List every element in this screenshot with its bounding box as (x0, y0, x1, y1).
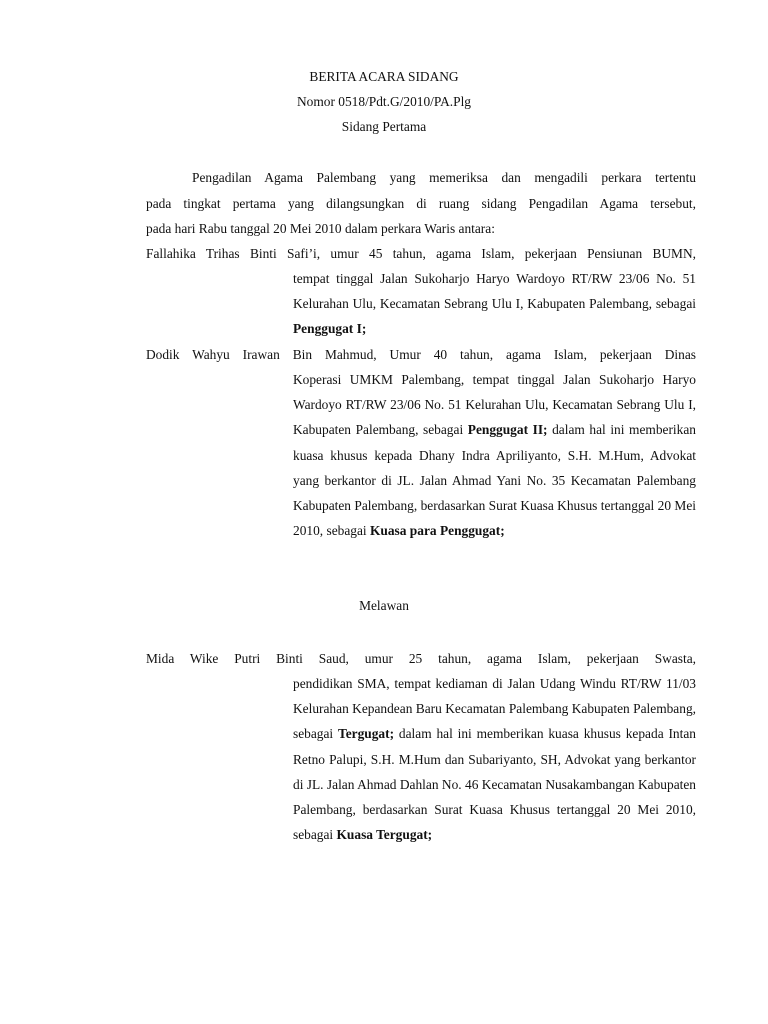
intro-line-1: Pengadilan Agama Palembang yang memeriksa dan mengadili perkara tertentu (192, 170, 696, 185)
party3-role2: Kuasa Tergugat; (336, 827, 433, 843)
party2-role2: Kuasa para Penggugat; (370, 523, 505, 539)
party1-details (293, 266, 696, 342)
versus-label: Melawan (359, 598, 409, 613)
party3-first-line: Mida Wike Putri Binti Saud, umur 25 tahun, agama Islam, pekerjaan Swasta, (146, 651, 696, 666)
party2-role: Penggugat II; (467, 422, 548, 438)
session-label: Sidang Pertama (341, 119, 427, 134)
party2-first-line: Dodik Wahyu Irawan Bin Mahmud, Umur 40 tahun, agama Islam, pekerjaan Dinas (146, 347, 696, 362)
intro-line-3: pada hari Rabu tanggal 20 Mei 2010 dalam perkara Waris antara: (146, 221, 495, 236)
party3-body-a: pendidikan SMA, tempat kediaman di Jalan Udang Windu RT/RW 11/03 Kelurahan Kepandean Baru Kecamatan Palembang Kabupaten Palembang, sebagai (293, 676, 696, 742)
party3-role: Tergugat; (338, 726, 395, 742)
intro-line-2: pada tingkat pertama yang dilangsungkan di ruang sidang Pengadilan Agama tersebut, (146, 196, 696, 211)
party2-body-b: dalam hal ini memberikan kuasa khusus kepada Dhany Indra Apriliyanto, S.H. M.Hum, Advokat yang berkantor di JL. Jalan Ahmad Yani No. 35 Kecamatan Palembang Kabupaten Palembang, berdasarkan Surat Kuasa Khusus tertanggal 20 Mei 2010, sebagai (293, 422, 696, 539)
party1-body: tempat tinggal Jalan Sukoharjo Haryo Wardoyo RT/RW 23/06 No. 51 Kelurahan Ulu, Kecamatan Sebrang Ulu I, Kabupaten Palembang, sebagai (293, 271, 696, 312)
party2-details (293, 367, 696, 543)
party1-role: Penggugat I; (293, 321, 367, 337)
document-title: BERITA ACARA SIDANG (309, 69, 459, 84)
party1-first-line: Fallahika Trihas Binti Safi’i, umur 45 tahun, agama Islam, pekerjaan Pensiunan BUMN, (146, 246, 696, 261)
party3-details (293, 671, 696, 847)
party2-body-a: Koperasi UMKM Palembang, tempat tinggal Jalan Sukoharjo Haryo Wardoyo RT/RW 23/06 No. 51 Kelurahan Ulu, Kecamatan Sebrang Ulu I, Kabupaten Palembang, sebagai (293, 372, 696, 438)
party3-body-b: dalam hal ini memberikan kuasa khusus kepada Intan Retno Palupi, S.H. M.Hum dan Subariyanto, SH, Advokat yang berkantor di JL. Jalan Ahmad Dahlan No. 46 Kecamatan Nusakambangan Kabupaten Palembang, berdasarkan Surat Kuasa Khusus tertanggal 20 Mei 2010, sebagai (293, 726, 696, 843)
case-number: Nomor 0518/Pdt.G/2010/PA.Plg (297, 94, 471, 109)
